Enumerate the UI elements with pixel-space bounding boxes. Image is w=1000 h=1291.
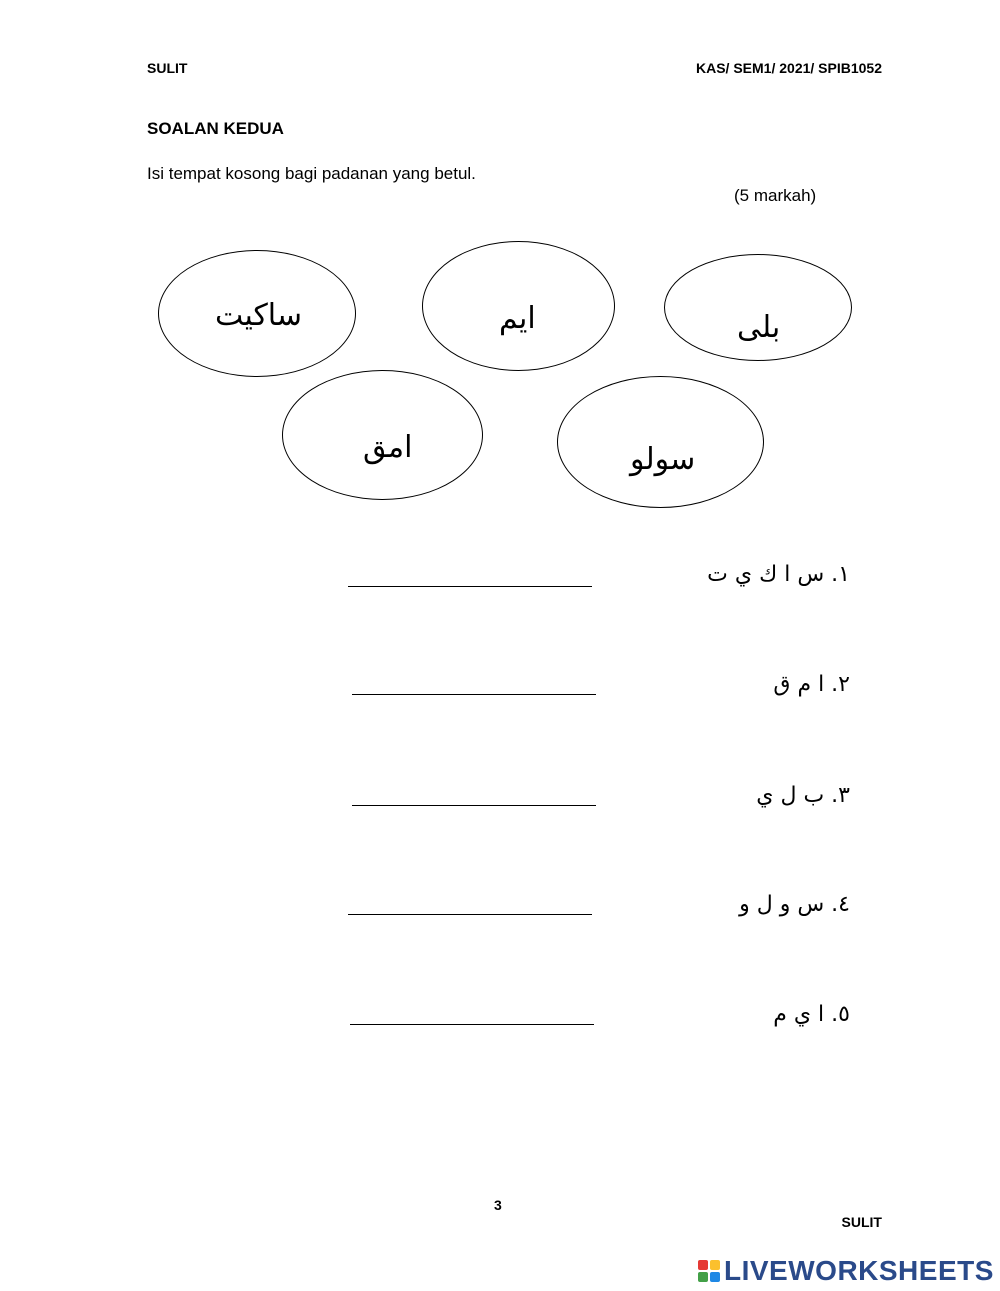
page-number: 3 bbox=[494, 1197, 502, 1213]
word-bubble-3-text: بلى bbox=[737, 310, 781, 345]
question-1: ١. س ا ك ي ت bbox=[707, 562, 850, 587]
question-4: ٤. س و ل و bbox=[739, 892, 850, 917]
word-bubble-4-text: امق bbox=[363, 430, 413, 465]
word-bubble-5-text: سولو bbox=[630, 442, 696, 477]
logo-blocks-icon bbox=[698, 1260, 720, 1282]
word-bubble-1 bbox=[158, 250, 356, 377]
marks-label: (5 markah) bbox=[734, 186, 817, 205]
word-bubble-2-text: ايم bbox=[499, 301, 536, 336]
header-left-classification: SULIT bbox=[147, 60, 188, 76]
answer-line-1[interactable] bbox=[348, 586, 592, 587]
header-course-code: KAS/ SEM1/ 2021/ SPIB1052 bbox=[696, 60, 882, 76]
answer-line-4[interactable] bbox=[348, 914, 592, 915]
liveworksheets-logo[interactable] bbox=[698, 1256, 994, 1286]
question-5: ٥. ا ي م bbox=[773, 1002, 850, 1027]
footer-classification: SULIT bbox=[841, 1214, 882, 1230]
question-2: ٢. ا م ق bbox=[773, 672, 850, 697]
word-bubble-3 bbox=[664, 254, 852, 361]
logo-brand-text: LIVEWORKSHEETS bbox=[724, 1255, 994, 1286]
section-title: SOALAN KEDUA bbox=[147, 119, 284, 138]
answer-line-3[interactable] bbox=[352, 805, 596, 806]
word-bubble-2 bbox=[422, 241, 615, 371]
word-bubble-4 bbox=[282, 370, 483, 500]
answer-line-5[interactable] bbox=[350, 1024, 594, 1025]
instruction-text: Isi tempat kosong bagi padanan yang betul. bbox=[147, 164, 476, 183]
answer-line-2[interactable] bbox=[352, 694, 596, 695]
question-3: ٣. ب ل ي bbox=[756, 783, 850, 808]
word-bubble-5 bbox=[557, 376, 764, 508]
word-bubble-1-text: ساكيت bbox=[215, 298, 303, 333]
